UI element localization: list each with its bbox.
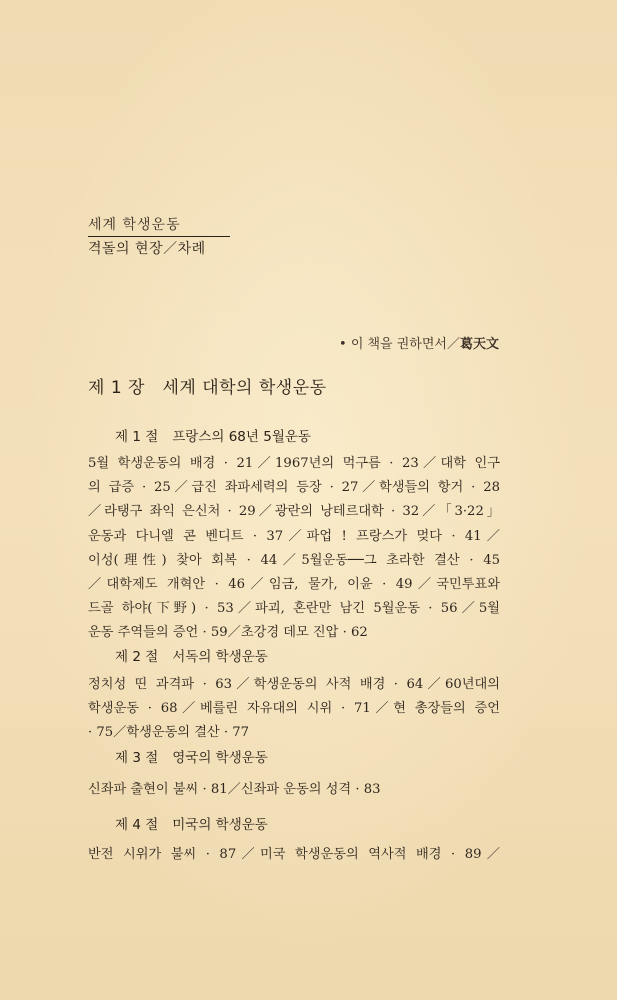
contents-line: ／대학제도 개혁안 · 46／임금, 물가, 이윤 · 49／국민투표와 xyxy=(88,577,500,593)
contents-line: 의 급증 · 25／급진 좌파세력의 등장 · 27／학생들의 항거 · 28 xyxy=(88,480,500,496)
section-heading-2 xyxy=(115,645,268,665)
book-subtitle: 격돌의 현장／차례 xyxy=(88,241,206,257)
contents-line: 신좌파 출현이 불씨 · 81／신좌파 운동의 성격 · 83 xyxy=(88,782,381,797)
contents-line: 반전 시위가 불씨 · 87／미국 학생운동의 역사적 배경 · 89／ xyxy=(88,847,500,862)
contents-line: ／라탱구 좌익 은신처 · 29／광란의 낭테르대학 · 32／「3·22」 xyxy=(88,504,500,520)
section-1-contents xyxy=(88,452,500,646)
foreword-entry xyxy=(339,333,499,352)
section-number: 제 3 절 xyxy=(115,750,159,766)
contents-line: 운동 주역들의 증언 · 59／초강경 데모 진압 · 62 xyxy=(88,625,368,641)
section-title: 프랑스의 68년 5월운동 xyxy=(172,429,311,445)
section-number: 제 2 절 xyxy=(115,649,159,665)
section-heading-4 xyxy=(115,813,268,833)
foreword-author: 葛天文 xyxy=(459,337,499,352)
contents-line: 드골 하야(下野) · 53／파괴, 혼란만 남긴 5월운동 · 56／5월 xyxy=(88,601,500,617)
contents-line: 5월 학생운동의 배경 · 21／1967년의 먹구름 · 23／대학 인구 xyxy=(88,456,500,471)
foreword-bullet: • xyxy=(339,337,347,352)
contents-line: 이성(理性) 찾아 회복 · 44／5월운동──그 초라한 결산 · 45 xyxy=(88,552,500,568)
section-2-contents xyxy=(88,673,500,746)
contents-line: 학생운동 · 68／베를린 자유대의 시위 · 71／현 총장들의 증언 xyxy=(88,701,500,717)
book-title: 세계 학생운동 xyxy=(88,217,181,233)
chapter-heading: 제 1 장 세계 대학의 학생운동 xyxy=(88,378,327,398)
foreword-text: 이 책을 권하면서／ xyxy=(350,337,460,352)
title-underline xyxy=(88,236,230,237)
contents-line: 정치성 띤 과격파 · 63／학생운동의 사적 배경 · 64／60년대의 xyxy=(88,677,500,692)
section-number: 제 4 절 xyxy=(115,817,159,833)
contents-line: · 75／학생운동의 결산 · 77 xyxy=(88,725,250,741)
section-number: 제 1 절 xyxy=(115,429,159,445)
book-title-block xyxy=(88,216,238,258)
section-title: 서독의 학생운동 xyxy=(172,649,268,665)
section-4-contents xyxy=(88,843,500,867)
contents-line: 운동과 다니엘 콘 벤디트 · 37／파업 ! 프랑스가 멎다 · 41／ xyxy=(88,528,500,544)
section-3-contents xyxy=(88,778,500,802)
section-heading-3 xyxy=(115,746,268,766)
section-title: 영국의 학생운동 xyxy=(172,750,268,766)
section-title: 미국의 학생운동 xyxy=(172,817,268,833)
section-heading-1 xyxy=(115,425,311,445)
